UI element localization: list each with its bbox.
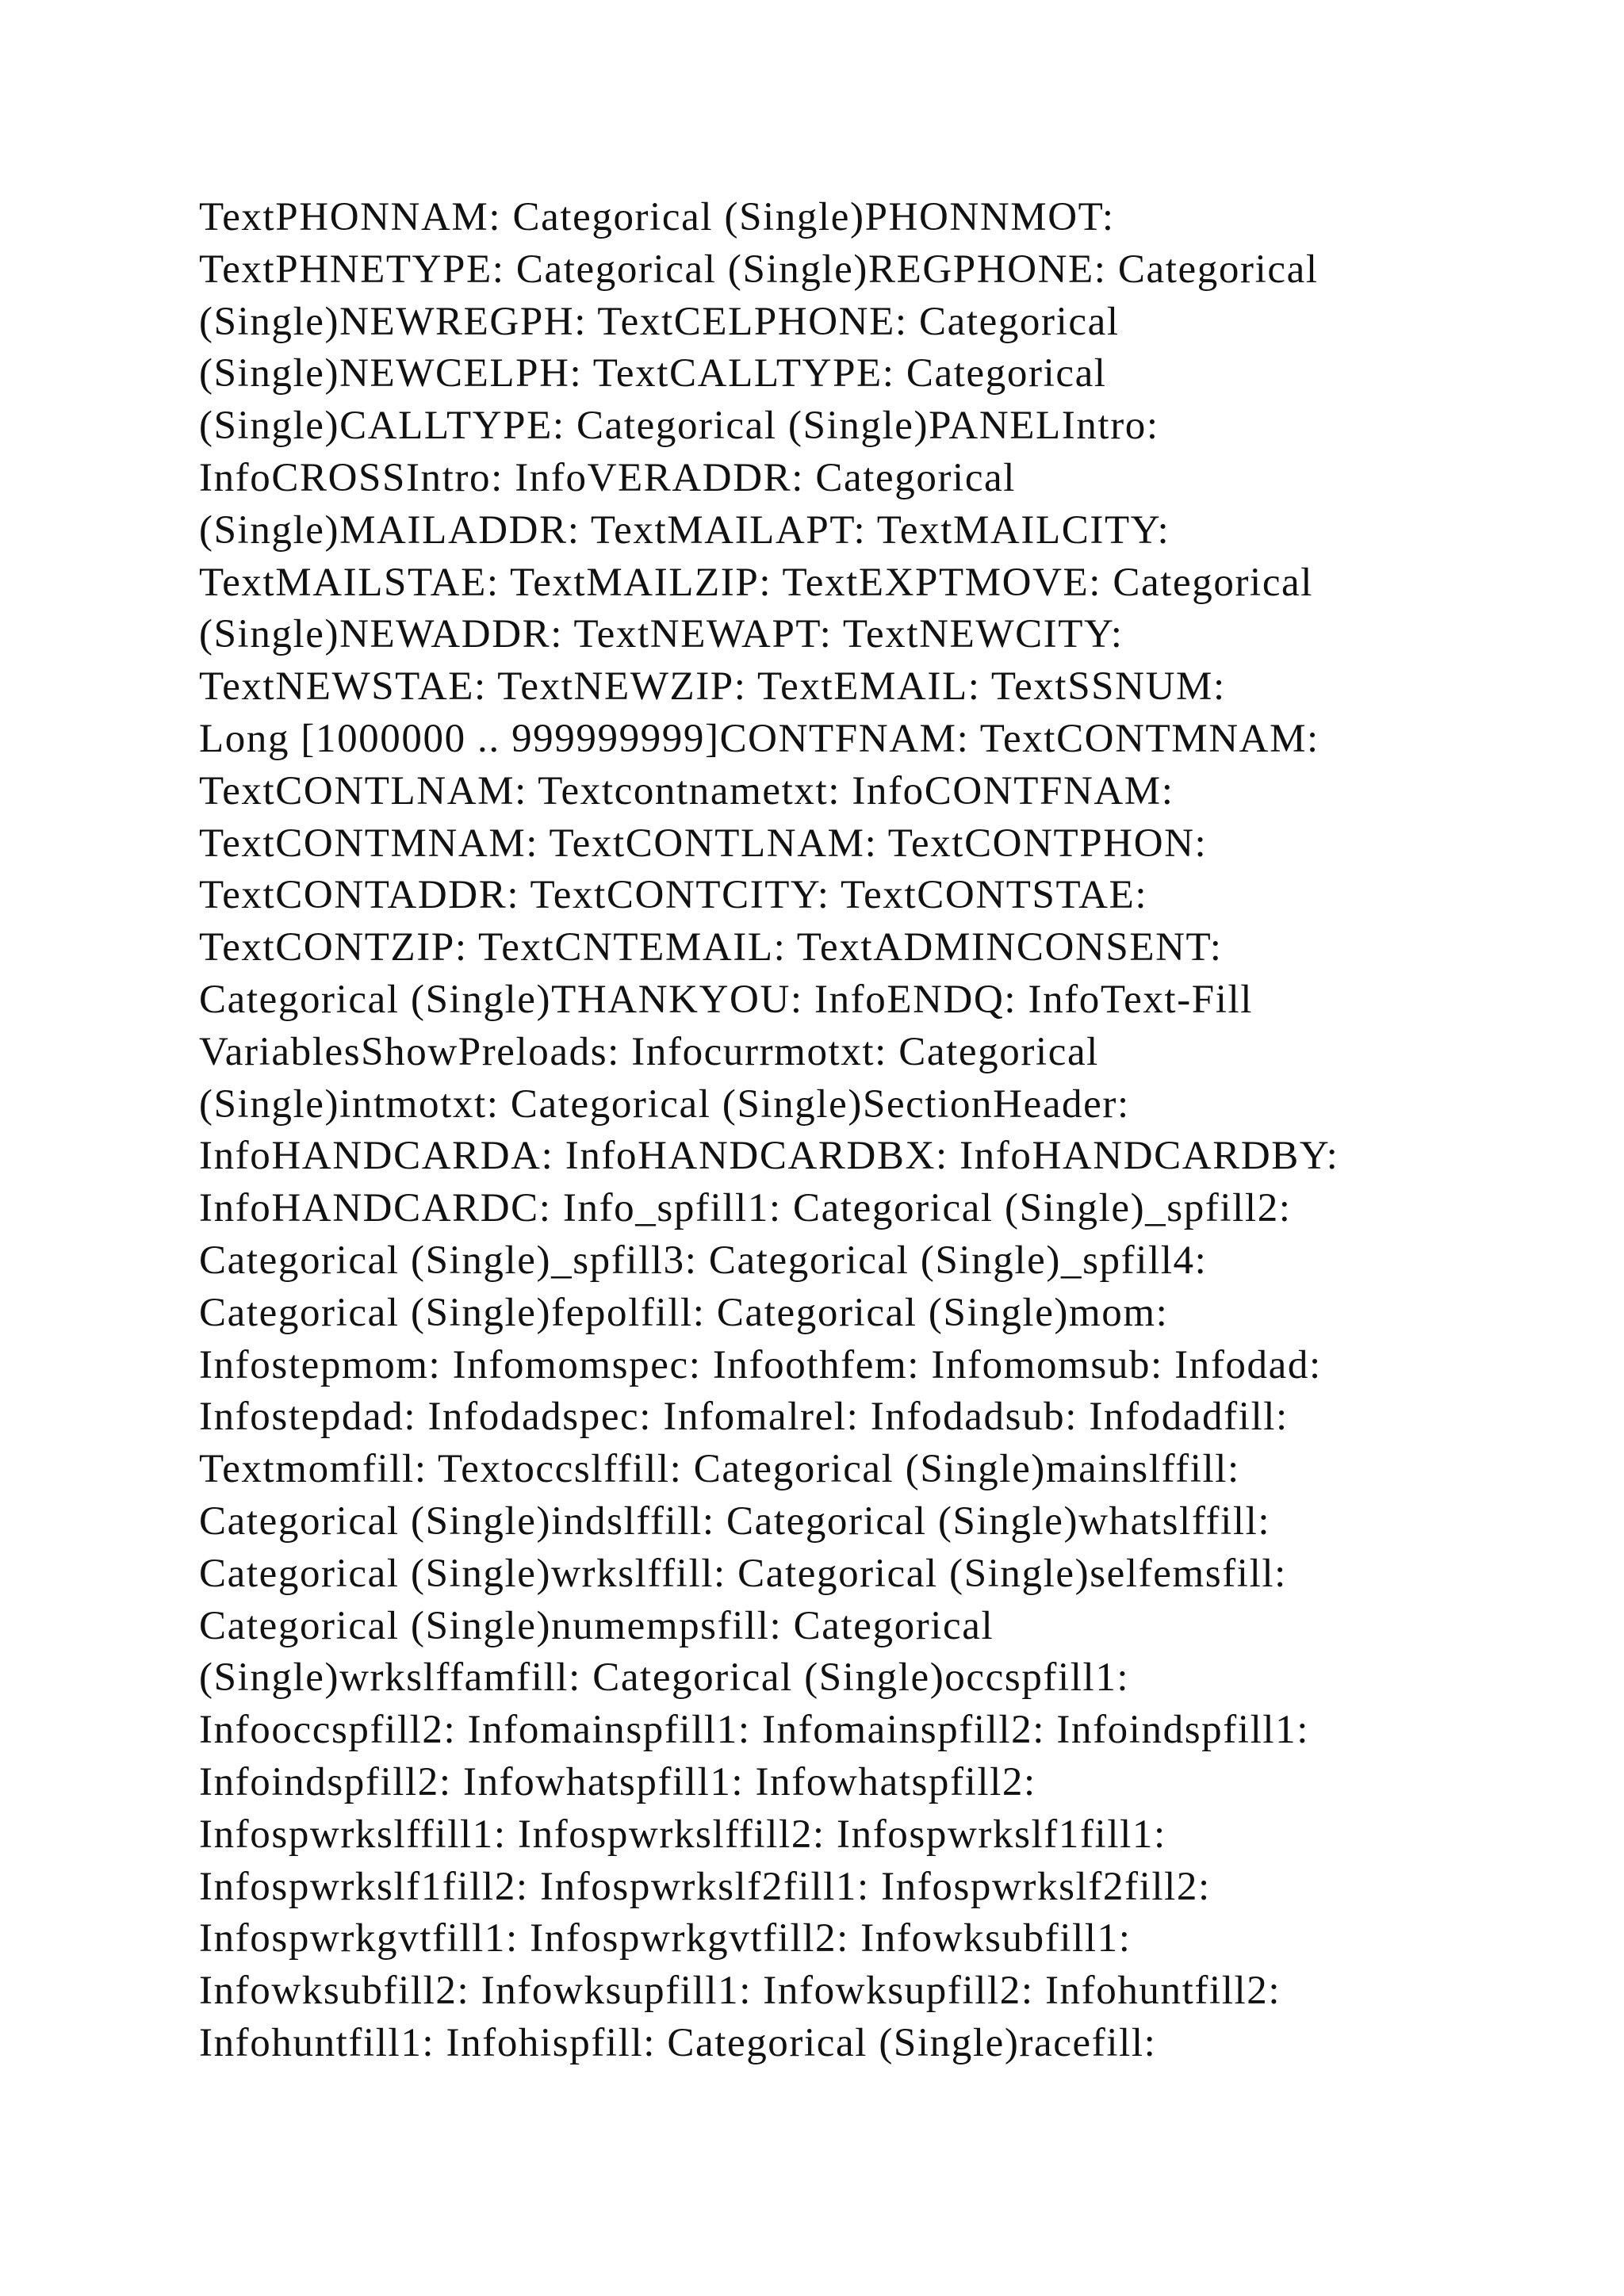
text-line: (Single)NEWREGPH: TextCELPHONE: Categorical bbox=[199, 299, 1120, 344]
text-line: InfoCROSSIntro: InfoVERADDR: Categorical bbox=[199, 455, 1017, 500]
text-line: Infowksubfill2: Infowksupfill1: Infowksupfill2: Infohuntfill2: bbox=[199, 1969, 1281, 2014]
text-line: TextCONTADDR: TextCONTCITY: TextCONTSTAE: bbox=[199, 873, 1148, 918]
text-line: TextPHONNAM: Categorical (Single)PHONNMOT: bbox=[199, 195, 1115, 239]
text-line: TextMAILSTAE: TextMAILZIP: TextEXPTMOVE: Categorical bbox=[199, 560, 1314, 605]
body-text bbox=[199, 192, 1507, 2070]
text-line: TextPHNETYPE: Categorical (Single)REGPHONE: Categorical bbox=[199, 247, 1319, 292]
text-line: Categorical (Single)_spfill3: Categorical (Single)_spfill4: bbox=[199, 1238, 1208, 1283]
text-line: TextCONTLNAM: Textcontnametxt: InfoCONTFNAM: bbox=[199, 768, 1174, 813]
text-line: Categorical (Single)THANKYOU: InfoENDQ: InfoText-Fill bbox=[199, 977, 1254, 1022]
text-line: Infoindspfill2: Infowhatspfill1: Infowhatspfill2: bbox=[199, 1759, 1036, 1804]
text-line: InfoHANDCARDC: Info_spfill1: Categorical (Single)_spfill2: bbox=[199, 1186, 1292, 1231]
text-line: Categorical (Single)wrkslffill: Categorical (Single)selfemsfill: bbox=[199, 1551, 1287, 1596]
text-line: (Single)intmotxt: Categorical (Single)SectionHeader: bbox=[199, 1081, 1130, 1127]
text-line: (Single)NEWCELPH: TextCALLTYPE: Categorical bbox=[199, 351, 1107, 396]
text-line: Infohuntfill1: Infohispfill: Categorical (Single)racefill: bbox=[199, 2020, 1157, 2065]
text-line: Infospwrkgvtfill1: Infospwrkgvtfill2: Infowksubfill1: bbox=[199, 1916, 1132, 1961]
text-line: Categorical (Single)fepolfill: Categorical (Single)mom: bbox=[199, 1290, 1169, 1335]
text-line: TextCONTMNAM: TextCONTLNAM: TextCONTPHON: bbox=[199, 821, 1208, 866]
text-line: VariablesShowPreloads: Infocurrmotxt: Categorical bbox=[199, 1029, 1099, 1074]
text-line: Infostepdad: Infodadspec: Infomalrel: Infodadsub: Infodadfill: bbox=[199, 1395, 1289, 1440]
text-line: (Single)CALLTYPE: Categorical (Single)PANELIntro: bbox=[199, 404, 1159, 449]
text-line: InfoHANDCARDA: InfoHANDCARDBX: InfoHANDCARDBY: bbox=[199, 1134, 1339, 1179]
text-line: Textmomfill: Textoccslffill: Categorical (Single)mainslffill: bbox=[199, 1447, 1240, 1492]
text-line: Long [1000000 .. 999999999]CONTFNAM: TextCONTMNAM: bbox=[199, 716, 1320, 761]
text-line: Categorical (Single)numempsfill: Categorical bbox=[199, 1603, 994, 1648]
text-line: Categorical (Single)indslffill: Categorical (Single)whatslffill: bbox=[199, 1498, 1271, 1544]
text-line: TextCONTZIP: TextCNTEMAIL: TextADMINCONSENT: bbox=[199, 925, 1223, 970]
text-line: Infospwrkslffill1: Infospwrkslffill2: Infospwrkslf1fill1: bbox=[199, 1812, 1166, 1857]
text-line: Infooccspfill2: Infomainspfill1: Infomainspfill2: Infoindspfill1: bbox=[199, 1708, 1310, 1753]
text-line: (Single)wrkslffamfill: Categorical (Single)occspfill1: bbox=[199, 1655, 1130, 1701]
text-line: Infostepmom: Infomomspec: Infoothfem: Infomomsub: Infodad: bbox=[199, 1342, 1322, 1387]
text-line: (Single)MAILADDR: TextMAILAPT: TextMAILCITY: bbox=[199, 507, 1170, 553]
text-line: TextNEWSTAE: TextNEWZIP: TextEMAIL: TextSSNUM: bbox=[199, 664, 1226, 710]
text-line: (Single)NEWADDR: TextNEWAPT: TextNEWCITY: bbox=[199, 612, 1124, 657]
text-line: Infospwrkslf1fill2: Infospwrkslf2fill1: Infospwrkslf2fill2: bbox=[199, 1864, 1211, 1909]
